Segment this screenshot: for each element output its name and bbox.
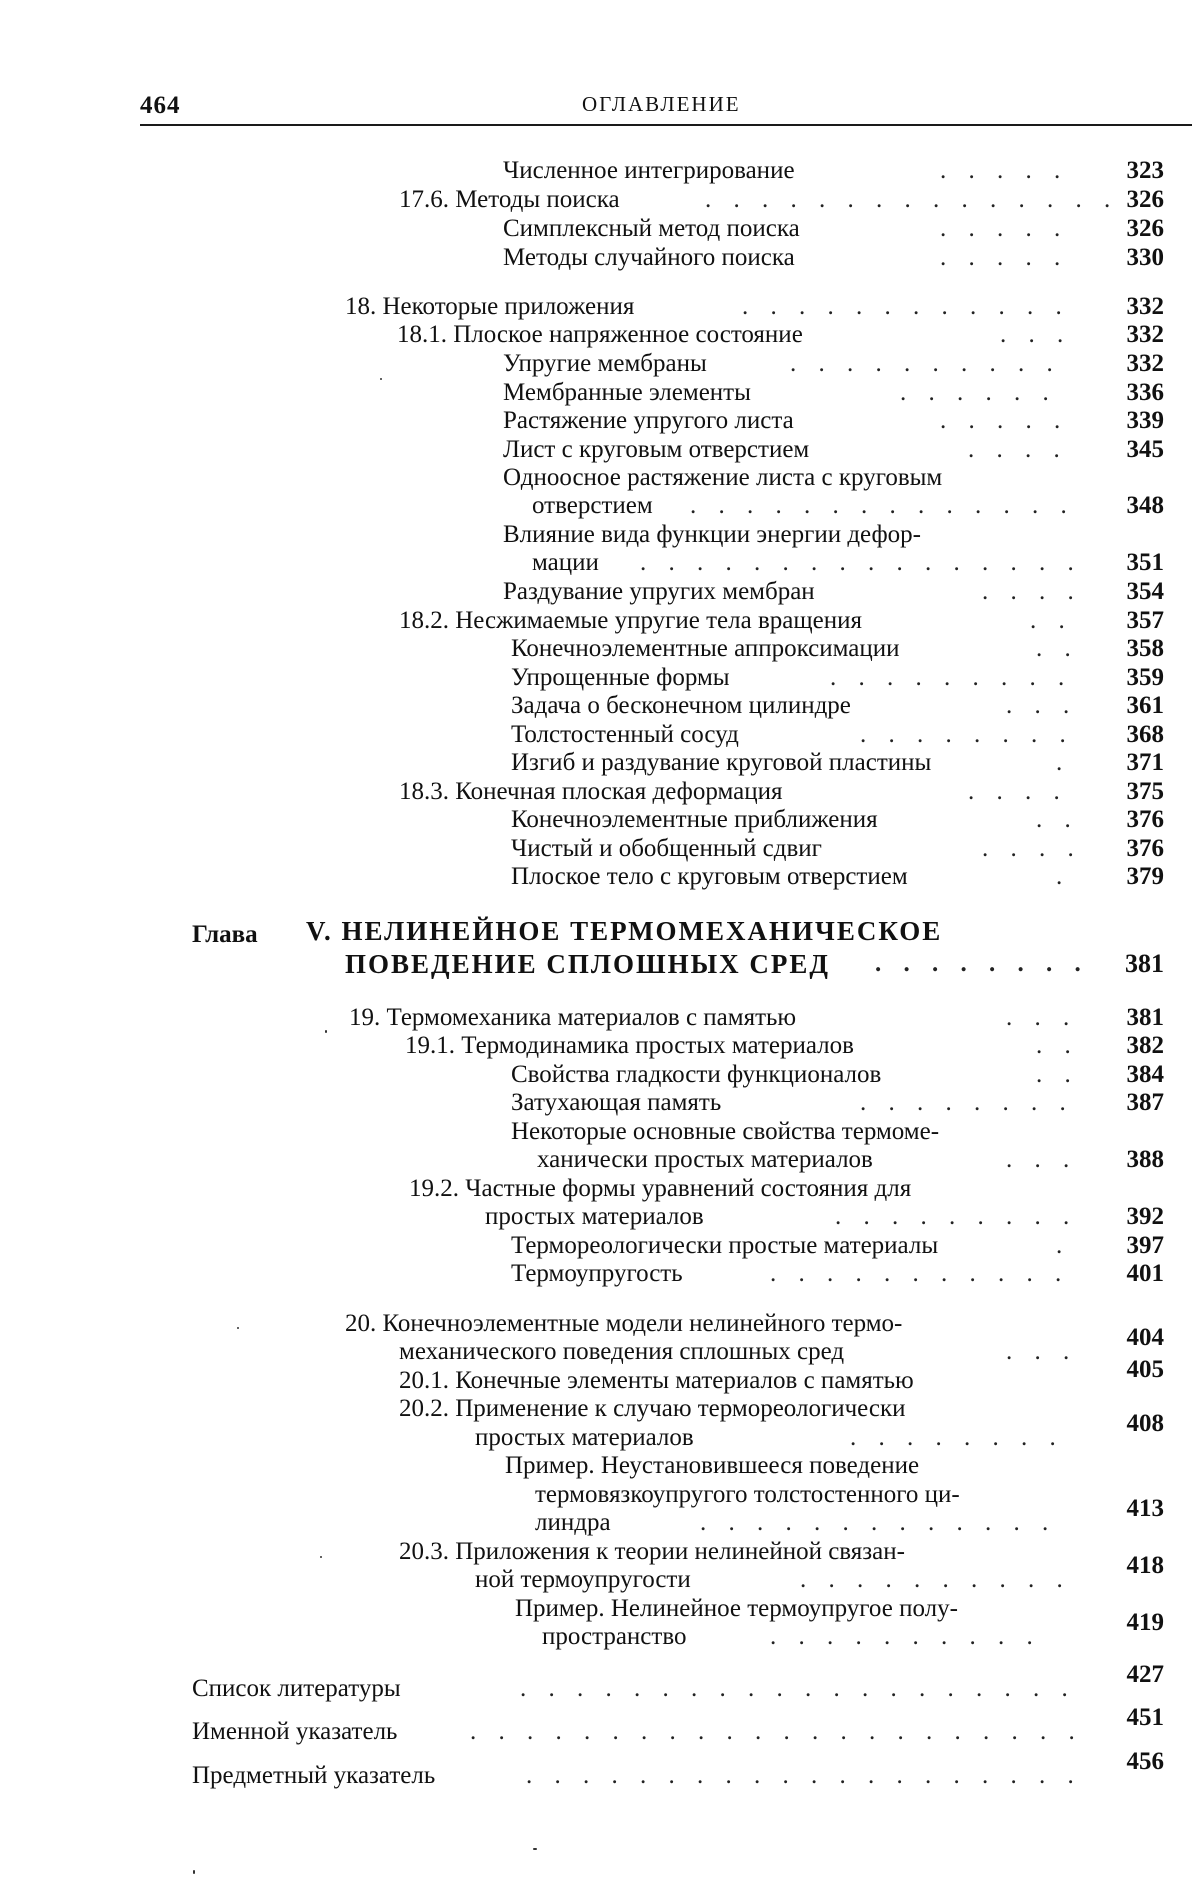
toc-entry bbox=[511, 1061, 881, 1089]
leader-dots: . . . . . . . . . . . . . . . . . . . . bbox=[520, 1675, 1076, 1702]
toc-page-number: 376 bbox=[1126, 806, 1164, 833]
chapter-title-line1: НЕЛИНЕЙНОЕ ТЕРМОМЕХАНИЧЕСКОЕ bbox=[341, 916, 943, 946]
section-number: 20. bbox=[345, 1310, 377, 1337]
toc-entry bbox=[511, 749, 931, 777]
leader-dots: . . . bbox=[1000, 321, 1072, 348]
leader-dots: . . bbox=[1036, 1032, 1079, 1059]
toc-entry bbox=[503, 215, 800, 243]
toc-entry-title: Конечноэлементные модели нелинейного термо- bbox=[382, 1310, 903, 1337]
section-number: 18.2. bbox=[399, 607, 449, 634]
leader-dots: . . . . . . . . bbox=[860, 721, 1074, 748]
toc-entry-continuation bbox=[475, 1424, 694, 1452]
toc-entry bbox=[511, 664, 730, 692]
leader-dots: . . . . . . . . . . . . . . . . bbox=[640, 549, 1082, 576]
toc-entry-continuation bbox=[399, 1338, 844, 1366]
toc-entry-title: механического поведения сплошных сред bbox=[399, 1338, 845, 1365]
leader-dots: . . . . . . . . . bbox=[835, 1203, 1078, 1230]
leader-dots: . . . . . . . . bbox=[850, 1424, 1064, 1451]
toc-entry-title: Именной указатель bbox=[192, 1718, 398, 1745]
toc-entry-title: Упругие мембраны bbox=[503, 350, 707, 377]
leader-dots: . . . . . . bbox=[900, 379, 1057, 406]
leader-dots: . . . . bbox=[968, 778, 1068, 805]
toc-page-number: 397 bbox=[1126, 1232, 1164, 1259]
toc-entry bbox=[503, 578, 815, 606]
toc-entry-title: Конечная плоская деформация bbox=[455, 778, 783, 805]
toc-entry-title: Приложения к теории нелинейной связан- bbox=[455, 1538, 905, 1565]
toc-entry bbox=[405, 1032, 854, 1060]
scan-speck bbox=[237, 1327, 239, 1329]
scan-speck bbox=[533, 1848, 537, 1850]
toc-entry-title: Пример. Неустановившееся поведение bbox=[505, 1452, 920, 1479]
toc-page-number: 376 bbox=[1126, 835, 1164, 862]
toc-page-number: 348 bbox=[1126, 492, 1164, 519]
toc-entry-title: Термомеханика материалов с памятью bbox=[386, 1004, 797, 1031]
toc-entry-title: Конечные элементы материалов с памятью bbox=[455, 1367, 914, 1394]
leader-dots: . . . . . . . . . . . . . . . . . . . . . . bbox=[470, 1718, 1083, 1745]
toc-entry-continuation bbox=[535, 1509, 611, 1537]
scan-speck bbox=[325, 1030, 327, 1033]
leader-dots: . . . bbox=[1006, 692, 1078, 719]
running-title: ОГЛАВЛЕНИЕ bbox=[582, 92, 741, 116]
toc-page-number: 368 bbox=[1126, 721, 1164, 748]
leader-dots: . . . bbox=[1006, 1338, 1078, 1365]
toc-entry-title: Затухающая память bbox=[511, 1089, 722, 1116]
toc-entry-continuation bbox=[542, 1623, 686, 1651]
leader-dots: . . bbox=[1036, 635, 1079, 662]
toc-entry-title: ханически простых материалов bbox=[537, 1146, 873, 1173]
toc-entry bbox=[511, 721, 739, 749]
toc-entry-title: простых материалов bbox=[485, 1203, 704, 1230]
leader-dots: . . . . bbox=[968, 436, 1068, 463]
toc-entry bbox=[503, 436, 809, 464]
toc-entry bbox=[345, 293, 634, 321]
toc-entry bbox=[409, 1175, 911, 1203]
toc-entry bbox=[503, 379, 751, 407]
leader-dots: . . . . . . . . . . bbox=[790, 350, 1061, 377]
toc-entry-title: отверстием bbox=[532, 492, 653, 519]
toc-page-number: 401 bbox=[1126, 1260, 1164, 1287]
toc-entry bbox=[505, 1452, 919, 1480]
toc-entry-title: Лист с круговым отверстием bbox=[503, 436, 810, 463]
toc-entry-title: Изгиб и раздувание круговой пластины bbox=[511, 749, 932, 776]
toc-page-number: 384 bbox=[1126, 1061, 1164, 1088]
toc-entry-title: Конечноэлементные приближения bbox=[511, 806, 878, 833]
toc-entry-title: Пример. Нелинейное термоупругое полу- bbox=[515, 1595, 958, 1622]
toc-page-number: 405 bbox=[1126, 1356, 1164, 1383]
toc-entry-continuation bbox=[475, 1566, 691, 1594]
toc-entry-title: мации bbox=[532, 549, 599, 576]
leader-dots: . . . bbox=[1006, 1146, 1078, 1173]
leader-dots: . . . . . bbox=[940, 215, 1069, 242]
leader-dots: . . . . . . . . . . . . . . bbox=[690, 492, 1075, 519]
toc-entry-title: Конечноэлементные аппроксимации bbox=[511, 635, 900, 662]
section-number: 20.1. bbox=[399, 1367, 449, 1394]
toc-page-number: 351 bbox=[1126, 549, 1164, 576]
toc-entry-title: Некоторые основные свойства термоме- bbox=[511, 1118, 940, 1145]
toc-page-number: 413 bbox=[1126, 1495, 1164, 1522]
leader-dots: . . . . . . . . . . . . bbox=[742, 293, 1070, 320]
toc-entry-title: Толстостенный сосуд bbox=[511, 721, 739, 748]
leader-dots: . . . . . . . . . . bbox=[800, 1566, 1071, 1593]
toc-entry bbox=[192, 1675, 401, 1703]
toc-entry-title: Термодинамика простых материалов bbox=[461, 1032, 854, 1059]
leader-dots: . . . . . . . . bbox=[875, 950, 1089, 977]
toc-entry bbox=[192, 1718, 397, 1746]
toc-entry-title: Плоское тело с круговым отверстием bbox=[511, 863, 908, 890]
toc-entry bbox=[511, 863, 908, 891]
toc-entry bbox=[349, 1004, 796, 1032]
toc-page-number: 330 bbox=[1126, 244, 1164, 271]
leader-dots: . . . . bbox=[982, 578, 1082, 605]
toc-page-number: 382 bbox=[1126, 1032, 1164, 1059]
toc-entry bbox=[511, 806, 878, 834]
toc-entry-continuation bbox=[535, 1481, 960, 1509]
toc-entry-title: Упрощенные формы bbox=[511, 664, 730, 691]
toc-page-number: 332 bbox=[1126, 350, 1164, 377]
toc-page-number: 451 bbox=[1126, 1704, 1164, 1731]
toc-page-number: 336 bbox=[1126, 379, 1164, 406]
leader-dots: . . . bbox=[1006, 1004, 1078, 1031]
toc-page-number: 419 bbox=[1126, 1609, 1164, 1636]
page-number: 464 bbox=[140, 92, 181, 119]
toc-entry bbox=[503, 244, 795, 272]
toc-entry bbox=[503, 407, 794, 435]
toc-entry-title: Предметный указатель bbox=[192, 1762, 436, 1789]
section-number: 18.1. bbox=[397, 321, 447, 348]
toc-page-number: 332 bbox=[1126, 293, 1164, 320]
section-number: 19. bbox=[349, 1004, 381, 1031]
section-number: 20.3. bbox=[399, 1538, 449, 1565]
chapter-title-line2: ПОВЕДЕНИЕ СПЛОШНЫХ СРЕД bbox=[345, 949, 830, 979]
toc-page-number: 427 bbox=[1126, 1661, 1164, 1688]
toc-entry bbox=[397, 321, 803, 349]
leader-dots: . bbox=[1056, 1232, 1071, 1259]
leader-dots: . . . . . . . . . bbox=[830, 664, 1073, 691]
scan-speck bbox=[193, 1870, 195, 1874]
toc-entry bbox=[511, 1260, 683, 1288]
toc-page-number: 361 bbox=[1126, 692, 1164, 719]
toc-page-number: 326 bbox=[1126, 215, 1164, 242]
toc-entry-title: Чистый и обобщенный сдвиг bbox=[511, 835, 822, 862]
toc-entry-title: термовязкоупругого толстостенного ци- bbox=[535, 1481, 960, 1508]
leader-dots: . bbox=[1056, 749, 1071, 776]
toc-entry-title: линдра bbox=[535, 1509, 611, 1536]
toc-entry bbox=[399, 607, 862, 635]
toc-page-number: 326 bbox=[1126, 186, 1164, 213]
section-number: 19.1. bbox=[405, 1032, 455, 1059]
toc-entry bbox=[515, 1595, 958, 1623]
toc-entry bbox=[399, 1395, 906, 1423]
toc-entry-title: Раздувание упругих мембран bbox=[503, 578, 815, 605]
leader-dots: . . . . . . . . . . . . . bbox=[700, 1509, 1057, 1536]
toc-entry-title: Несжимаемые упругие тела вращения bbox=[455, 607, 862, 634]
toc-entry-title: ной термоупругости bbox=[475, 1566, 691, 1593]
toc-entry-title: Некоторые приложения bbox=[382, 293, 635, 320]
toc-entry-title: Частные формы уравнений состояния для bbox=[465, 1175, 912, 1202]
chapter-label: Глава bbox=[192, 921, 258, 948]
toc-entry-title: Растяжение упругого листа bbox=[503, 407, 794, 434]
toc-entry-continuation bbox=[537, 1146, 873, 1174]
chapter-numeral: V. bbox=[306, 916, 333, 946]
leader-dots: . . . . . . . . . . . . . . . . . . . . bbox=[526, 1762, 1082, 1789]
toc-page-number: 357 bbox=[1126, 607, 1164, 634]
toc-entry-title: Численное интегрирование bbox=[503, 157, 795, 184]
leader-dots: . . bbox=[1036, 806, 1079, 833]
toc-entry bbox=[503, 464, 942, 492]
leader-dots: . . . . . . . . bbox=[860, 1089, 1074, 1116]
leader-dots: . . . . . bbox=[940, 407, 1069, 434]
scan-speck bbox=[380, 378, 382, 380]
toc-page-number: 375 bbox=[1126, 778, 1164, 805]
toc-page-number: 408 bbox=[1126, 1410, 1164, 1437]
toc-entry-title: Термореологически простые материалы bbox=[511, 1232, 939, 1259]
leader-dots: . . . . bbox=[982, 835, 1082, 862]
toc-entry bbox=[503, 521, 921, 549]
toc-page-number: 456 bbox=[1126, 1748, 1164, 1775]
toc-entry-title: Плоское напряженное состояние bbox=[453, 321, 803, 348]
leader-dots: . . . . . . . . . . bbox=[770, 1623, 1041, 1650]
section-number: 18.3. bbox=[399, 778, 449, 805]
toc-entry-title: Термоупругость bbox=[511, 1260, 683, 1287]
toc-entry-title: Применение к случаю термореологически bbox=[455, 1395, 906, 1422]
toc-entry-title: пространство bbox=[542, 1623, 687, 1650]
toc-entry bbox=[503, 157, 795, 185]
toc-entry-title: Список литературы bbox=[192, 1675, 401, 1702]
toc-entry bbox=[399, 1538, 905, 1566]
toc-page-number: 388 bbox=[1126, 1146, 1164, 1173]
toc-entry bbox=[503, 350, 707, 378]
leader-dots: . . bbox=[1030, 607, 1073, 634]
leader-dots: . . . . . bbox=[940, 157, 1069, 184]
section-number: 18. bbox=[345, 293, 377, 320]
toc-page-number: 345 bbox=[1126, 436, 1164, 463]
toc-page-number: 371 bbox=[1126, 749, 1164, 776]
toc-page-number: 323 bbox=[1126, 157, 1164, 184]
toc-entry-title: Методы случайного поиска bbox=[503, 244, 795, 271]
toc-page-number: 379 bbox=[1126, 863, 1164, 890]
toc-entry-title: Методы поиска bbox=[455, 186, 620, 213]
toc-page-number: 339 bbox=[1126, 407, 1164, 434]
toc-entry-continuation bbox=[532, 549, 599, 577]
toc-page-number: 392 bbox=[1126, 1203, 1164, 1230]
toc-entry bbox=[511, 692, 851, 720]
header-rule bbox=[140, 124, 1192, 126]
toc-entry bbox=[192, 1762, 435, 1790]
toc-entry-continuation bbox=[485, 1203, 704, 1231]
toc-page-number: 404 bbox=[1126, 1324, 1164, 1351]
toc-page-number: 359 bbox=[1126, 664, 1164, 691]
toc-page-number: 358 bbox=[1126, 635, 1164, 662]
chapter-title bbox=[306, 915, 942, 947]
toc-entry-title: Задача о бесконечном цилиндре bbox=[511, 692, 851, 719]
section-number: 19.2. bbox=[409, 1175, 459, 1202]
toc-entry bbox=[511, 835, 822, 863]
toc-page-number: 332 bbox=[1126, 321, 1164, 348]
toc-entry-title: Одноосное растяжение листа с круговым bbox=[503, 464, 943, 491]
leader-dots: . . . . . . . . . . . . . . . bbox=[705, 186, 1119, 213]
toc-entry bbox=[399, 1367, 914, 1395]
toc-entry bbox=[399, 186, 620, 214]
scan-speck bbox=[320, 1556, 322, 1558]
leader-dots: . . . . . bbox=[940, 244, 1069, 271]
toc-page-number: 387 bbox=[1126, 1089, 1164, 1116]
toc-entry bbox=[399, 778, 782, 806]
toc-entry bbox=[511, 1232, 938, 1260]
toc-page-number: 381 bbox=[1125, 949, 1164, 978]
section-number: 20.2. bbox=[399, 1395, 449, 1422]
toc-entry bbox=[511, 1118, 939, 1146]
leader-dots: . . bbox=[1036, 1061, 1079, 1088]
leader-dots: . . . . . . . . . . . bbox=[770, 1260, 1070, 1287]
toc-page-number: 354 bbox=[1126, 578, 1164, 605]
page-header bbox=[140, 92, 1185, 126]
toc-entry-title: Симплексный метод поиска bbox=[503, 215, 800, 242]
toc-page-number: 381 bbox=[1126, 1004, 1164, 1031]
toc-entry-title: Мембранные элементы bbox=[503, 379, 751, 406]
chapter-title bbox=[345, 948, 830, 980]
toc-entry-title: простых материалов bbox=[475, 1424, 694, 1451]
toc-entry-title: Свойства гладкости функционалов bbox=[511, 1061, 882, 1088]
section-number: 17.6. bbox=[399, 186, 449, 213]
toc-entry-title: Влияние вида функции энергии дефор- bbox=[503, 521, 921, 548]
toc-entry bbox=[511, 1089, 721, 1117]
toc-entry-continuation bbox=[532, 492, 653, 520]
toc-page-number: 418 bbox=[1126, 1552, 1164, 1579]
leader-dots: . bbox=[1056, 863, 1071, 890]
toc-entry bbox=[345, 1310, 902, 1338]
toc-entry bbox=[511, 635, 900, 663]
